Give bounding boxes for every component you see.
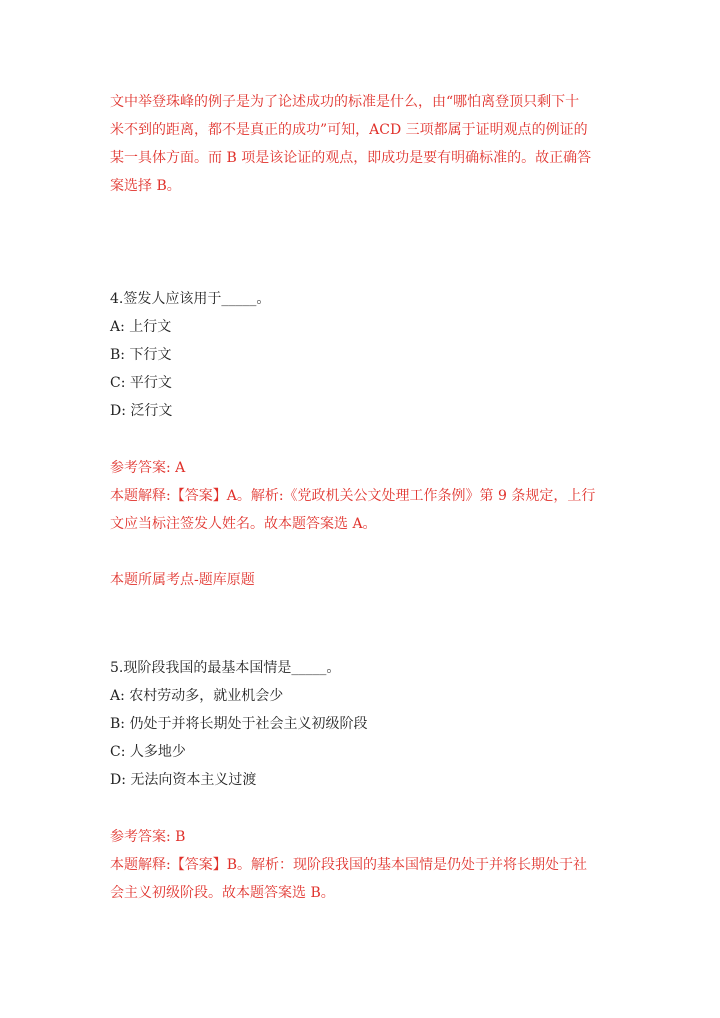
question-5-answer-block: [110, 823, 615, 907]
question-4-topic: [110, 566, 615, 594]
explanation-line: 文应当标注签发人姓名。故本题答案选 A。: [110, 516, 377, 532]
option-a: A: 农村劳动多，就业机会少: [110, 688, 284, 704]
option-c: C: 平行文: [110, 375, 172, 391]
explanation-line: 文中举登珠峰的例子是为了论述成功的标准是什么，由“哪怕离登顶只剩下十: [110, 94, 580, 110]
option-b: B: 下行文: [110, 347, 172, 363]
option-d: D: 泛行文: [110, 403, 173, 419]
explanation-line: 本题解释:【答案】A。解析:《党政机关公文处理工作条例》第 9 条规定，上行: [110, 488, 596, 504]
reference-answer: 参考答案: B: [110, 829, 186, 845]
explanation-line: 某一具体方面。而 B 项是该论证的观点，即成功是要有明确标准的。故正确答: [110, 150, 592, 166]
reference-answer: 参考答案: A: [110, 460, 186, 476]
explanation-line: 本题解释:【答案】B。解析：现阶段我国的基本国情是仍处于并将长期处于社: [110, 857, 588, 873]
explanation-line: 会主义初级阶段。故本题答案选 B。: [110, 885, 335, 901]
question-4-answer-block: [110, 454, 615, 538]
explanation-line: 案选择 B。: [110, 178, 181, 194]
explanation-line: 米不到的距离，都不是真正的成功”可知，ACD 三项都属于证明观点的例证的: [110, 122, 588, 138]
option-b: B: 仍处于并将长期处于社会主义初级阶段: [110, 716, 368, 732]
option-a: A: 上行文: [110, 319, 172, 335]
question-4: [110, 285, 615, 425]
previous-explanation: [110, 88, 615, 200]
question-stem: 5.现阶段我国的最基本国情是_____。: [110, 660, 341, 676]
topic-label: 本题所属考点-题库原题: [110, 572, 255, 588]
question-stem: 4.签发人应该用于_____。: [110, 291, 271, 307]
question-5: [110, 654, 615, 794]
option-d: D: 无法向资本主义过渡: [110, 772, 257, 788]
option-c: C: 人多地少: [110, 744, 186, 760]
